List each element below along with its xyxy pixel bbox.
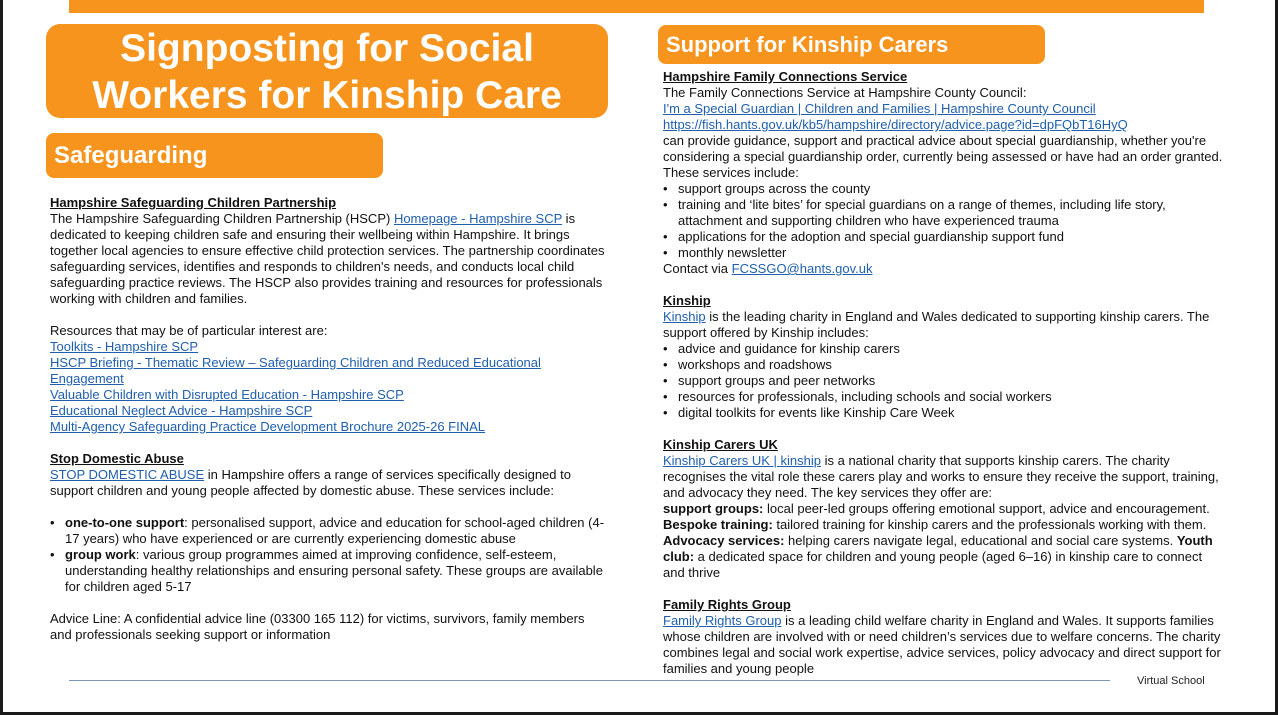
list-item [50, 547, 606, 595]
kinship-support-heading: Support for Kinship Carers [658, 25, 1045, 64]
hscp-heading: Hampshire Safeguarding Children Partnership [50, 195, 337, 210]
hfcs-intro: The Family Connections Service at Hampshire County Council: [663, 85, 1027, 100]
list-item: • advice and guidance for kinship carers [663, 341, 1225, 357]
fish-url-link[interactable]: https://fish.hants.gov.uk/kb5/hampshire/directory/advice.page?id=dpFQbT16HyQ [663, 117, 1128, 132]
service-text: a dedicated space for children and young people (aged 6–16) in kinship care to connect and thrive [663, 549, 1203, 580]
kinship-heading: Kinship [663, 293, 711, 308]
hfcs-body: can provide guidance, support and practical advice about special guardianship, whether you're considering a special guardianship order, currently being assessed or have had an order granted. These services include: [663, 133, 1223, 180]
bullet-text: : various group programmes aimed at improving confidence, self-esteem, understanding healthy relationships and ensuring personal safety. These groups are available for children aged 5-17 [65, 547, 603, 594]
service-text: local peer-led groups offering emotional support, advice and encouragement. [763, 501, 1210, 516]
kinship-link[interactable]: Kinship [663, 309, 706, 324]
list-item: • training and ‘lite bites’ for special guardians on a range of themes, including life story, attachment and supporting children who have experienced trauma [663, 197, 1225, 229]
resource-link-thematic-review[interactable]: HSCP Briefing - Thematic Review – Safeguarding Children and Reduced Educational Engagement [50, 355, 541, 386]
list-item: • workshops and roadshows [663, 357, 1225, 373]
service-bold: Bespoke training: [663, 517, 773, 532]
sda-link[interactable]: STOP DOMESTIC ABUSE [50, 467, 205, 482]
resource-link-educational-neglect[interactable]: Educational Neglect Advice - Hampshire SCP [50, 403, 313, 418]
hscp-body: is dedicated to keeping children safe and ensuring their wellbeing within Hampshire. It brings together local agencies to ensure effective child protection services. The partnership coordinates safeguarding services, identifies and responds to children's needs, and conducts local child safeguarding practice reviews. The HSCP also provides training and resources for professionals working with children and families. [50, 211, 605, 306]
service-bold: Advocacy services: [663, 533, 785, 548]
kcuk-heading: Kinship Carers UK [663, 437, 778, 452]
kcuk-body: is a national charity that supports kinship carers. The charity recognises the vital role these carers play and works to ensure they receive the support, training, and advocacy they need. The key services they offer are: [663, 453, 1219, 500]
hfcs-heading: Hampshire Family Connections Service [663, 69, 908, 84]
contact-prefix: Contact via [663, 261, 732, 276]
service-text: helping carers navigate legal, educational and social care systems. [784, 533, 1177, 548]
top-accent-bar [69, 0, 1204, 13]
frg-link[interactable]: Family Rights Group [663, 613, 782, 628]
page-title [46, 24, 608, 118]
kcuk-link[interactable]: Kinship Carers UK | kinship [663, 453, 821, 468]
special-guardian-link[interactable]: I'm a Special Guardian | Children and Families | Hampshire County Council [663, 101, 1096, 116]
advice-line: Advice Line: A confidential advice line (03300 165 112) for victims, survivors, family members and professionals seeking support or information [50, 611, 585, 642]
resource-link-toolkits[interactable]: Toolkits - Hampshire SCP [50, 339, 199, 354]
hscp-homepage-link[interactable]: Homepage - Hampshire SCP [393, 211, 563, 226]
sda-body: in Hampshire offers a range of services specifically designed to support children and young people affected by domestic abuse. These services include: [50, 467, 571, 498]
kinship-paragraph [663, 309, 1225, 341]
resource-link-valuable-children[interactable]: Valuable Children with Disrupted Education - Hampshire SCP [50, 387, 404, 402]
footer-divider [69, 680, 1110, 681]
list-item [50, 515, 606, 547]
hfcs-services-list [663, 181, 1225, 261]
kinship-column [663, 69, 1225, 677]
kcuk-services [663, 501, 1225, 581]
list-item: • applications for the adoption and special guardianship support fund [663, 229, 1225, 245]
resources-intro: Resources that may be of particular interest are: [50, 323, 328, 338]
kinship-body: is the leading charity in England and Wales dedicated to supporting kinship carers. The support offered by Kinship includes: [663, 309, 1210, 340]
hscp-paragraph [50, 211, 606, 307]
safeguarding-column [50, 195, 606, 643]
hscp-intro: The Hampshire Safeguarding Children Partnership (HSCP) [50, 211, 394, 226]
kcuk-paragraph [663, 453, 1225, 501]
list-item: • support groups across the county [663, 181, 1225, 197]
sda-heading: Stop Domestic Abuse [50, 451, 184, 466]
sda-services-list [50, 515, 606, 595]
sda-paragraph [50, 467, 606, 499]
resource-link-brochure[interactable]: Multi-Agency Safeguarding Practice Development Brochure 2025-26 FINAL [50, 419, 486, 434]
bullet-text: : personalised support, advice and education for school-aged children (4-17 years) who have experienced or are currently experiencing domestic abuse [65, 515, 605, 546]
title-line-1: Signposting for Social [120, 27, 534, 70]
contact-email-link[interactable]: FCSSGO@hants.gov.uk [731, 261, 873, 276]
hfcs-contact [663, 261, 1225, 277]
list-item: • digital toolkits for events like Kinship Care Week [663, 405, 1225, 421]
footer-label: Virtual School [1137, 675, 1205, 687]
list-item: • resources for professionals, including schools and social workers [663, 389, 1225, 405]
bullet-bold: one-to-one support [65, 515, 185, 530]
list-item: • monthly newsletter [663, 245, 1225, 261]
service-bold: support groups: [663, 501, 764, 516]
service-bold: Youth club: [663, 533, 1213, 564]
frg-body: is a leading child welfare charity in England and Wales. It supports families whose children are involved with or need children’s services due to welfare concerns. The charity combines legal and social work expertise, advice services, policy advocacy and direct support for families and young people [663, 613, 1221, 676]
frg-heading: Family Rights Group [663, 597, 791, 612]
service-text: tailored training for kinship carers and the professionals working with them. [772, 517, 1207, 532]
kinship-services-list [663, 341, 1225, 421]
list-item: • support groups and peer networks [663, 373, 1225, 389]
title-line-2: Workers for Kinship Care [92, 74, 562, 117]
frg-paragraph [663, 613, 1225, 677]
safeguarding-heading: Safeguarding [46, 133, 383, 178]
bullet-bold: group work [65, 547, 136, 562]
